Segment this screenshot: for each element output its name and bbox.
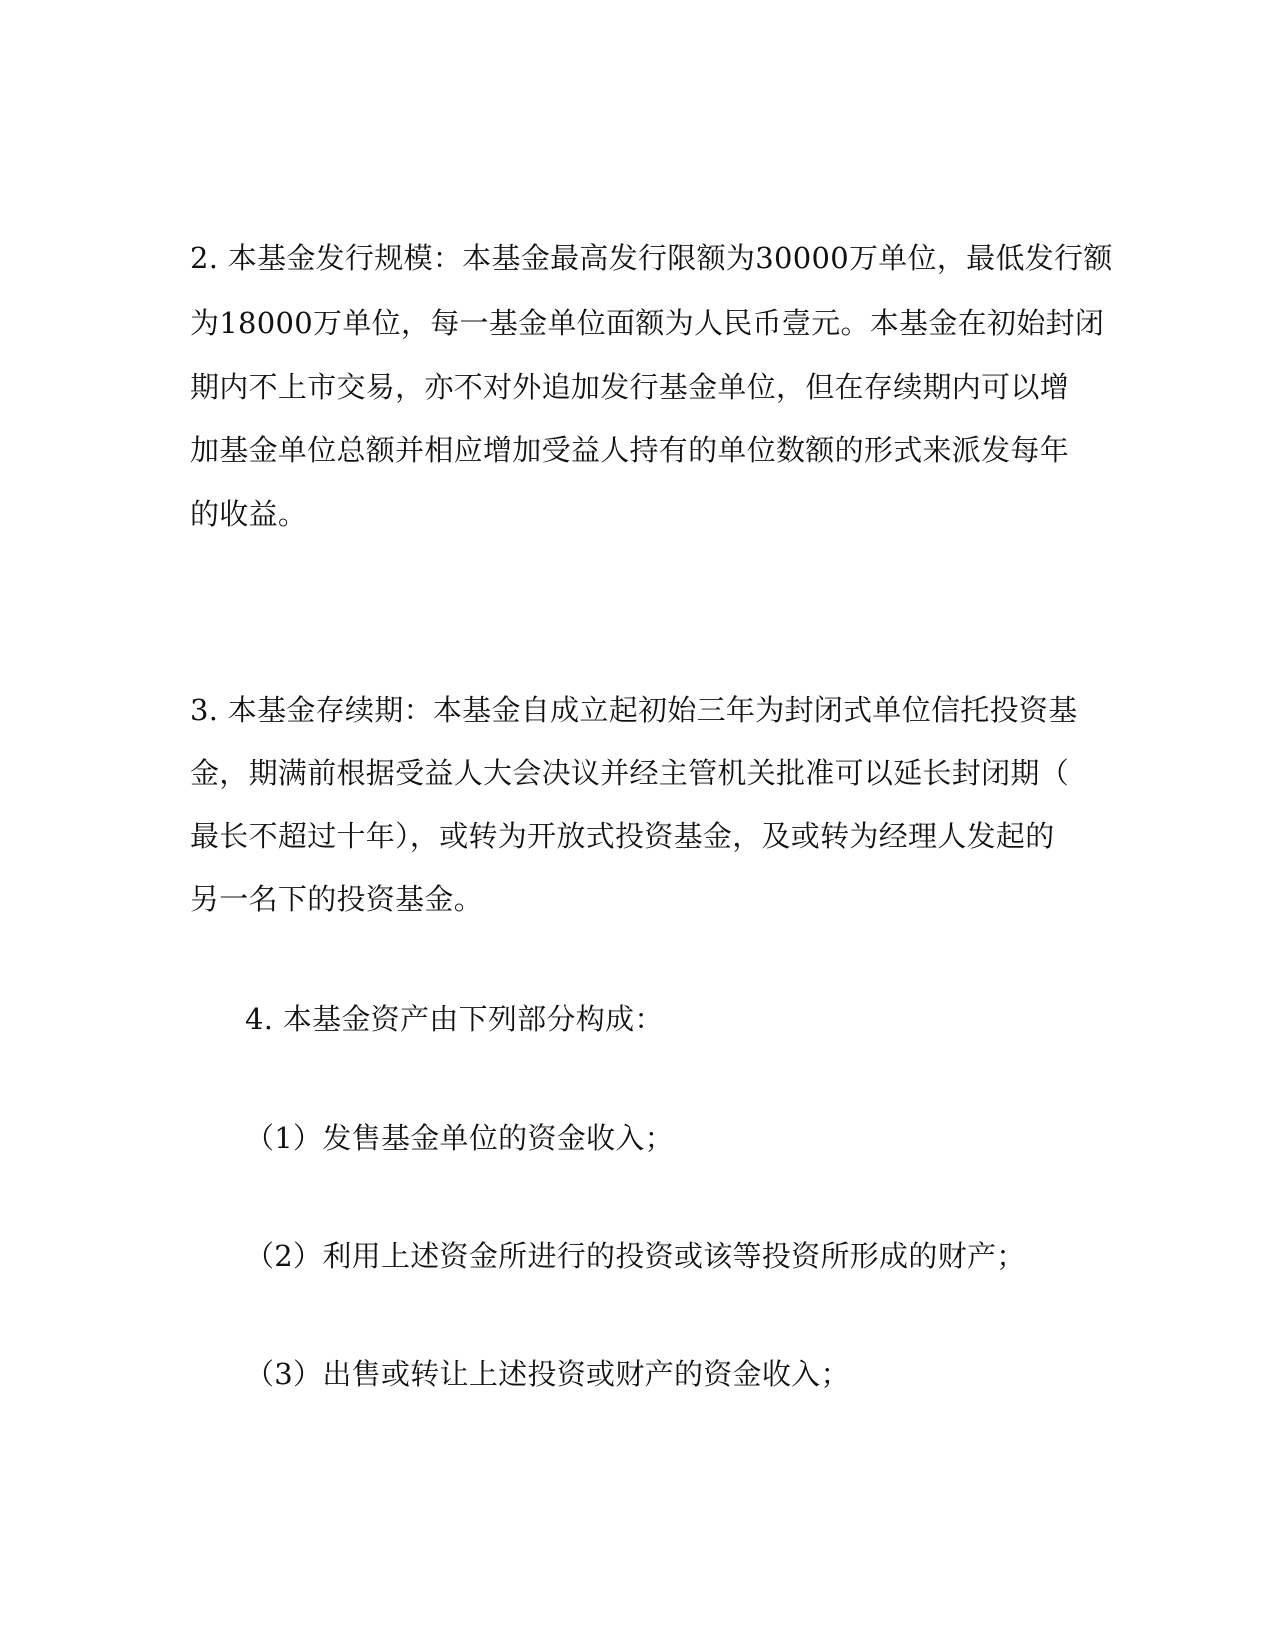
text-line: 的收益。	[190, 497, 308, 531]
text-line: （3）出售或转让上述投资或财产的资金收入；	[245, 1357, 850, 1391]
text-line: 期内不上市交易，亦不对外追加发行基金单位，但在存续期内可以增	[190, 370, 1070, 404]
text-line: 为18000万单位，每一基金单位面额为人民币壹元。本基金在初始封闭	[190, 306, 1105, 340]
text-line: 加基金单位总额并相应增加受益人持有的单位数额的形式来派发每年	[190, 433, 1070, 467]
text-line: 2. 本基金发行规模：本基金最高发行限额为30000万单位，最低发行额	[190, 241, 1113, 275]
text-line: 4. 本基金资产由下列部分构成：	[245, 1002, 664, 1036]
text-line: （2）利用上述资金所进行的投资或该等投资所形成的财产；	[245, 1239, 1026, 1273]
text-line: 金，期满前根据受益人大会决议并经主管机关批准可以延长封闭期（	[190, 756, 1070, 790]
text-line: 最长不超过十年），或转为开放式投资基金，及或转为经理人发起的	[190, 819, 1055, 853]
text-line: 另一名下的投资基金。	[190, 882, 484, 916]
text-line: 3. 本基金存续期：本基金自成立起初始三年为封闭式单位信托投资基	[190, 693, 1078, 727]
text-line: （1）发售基金单位的资金收入；	[245, 1121, 674, 1155]
